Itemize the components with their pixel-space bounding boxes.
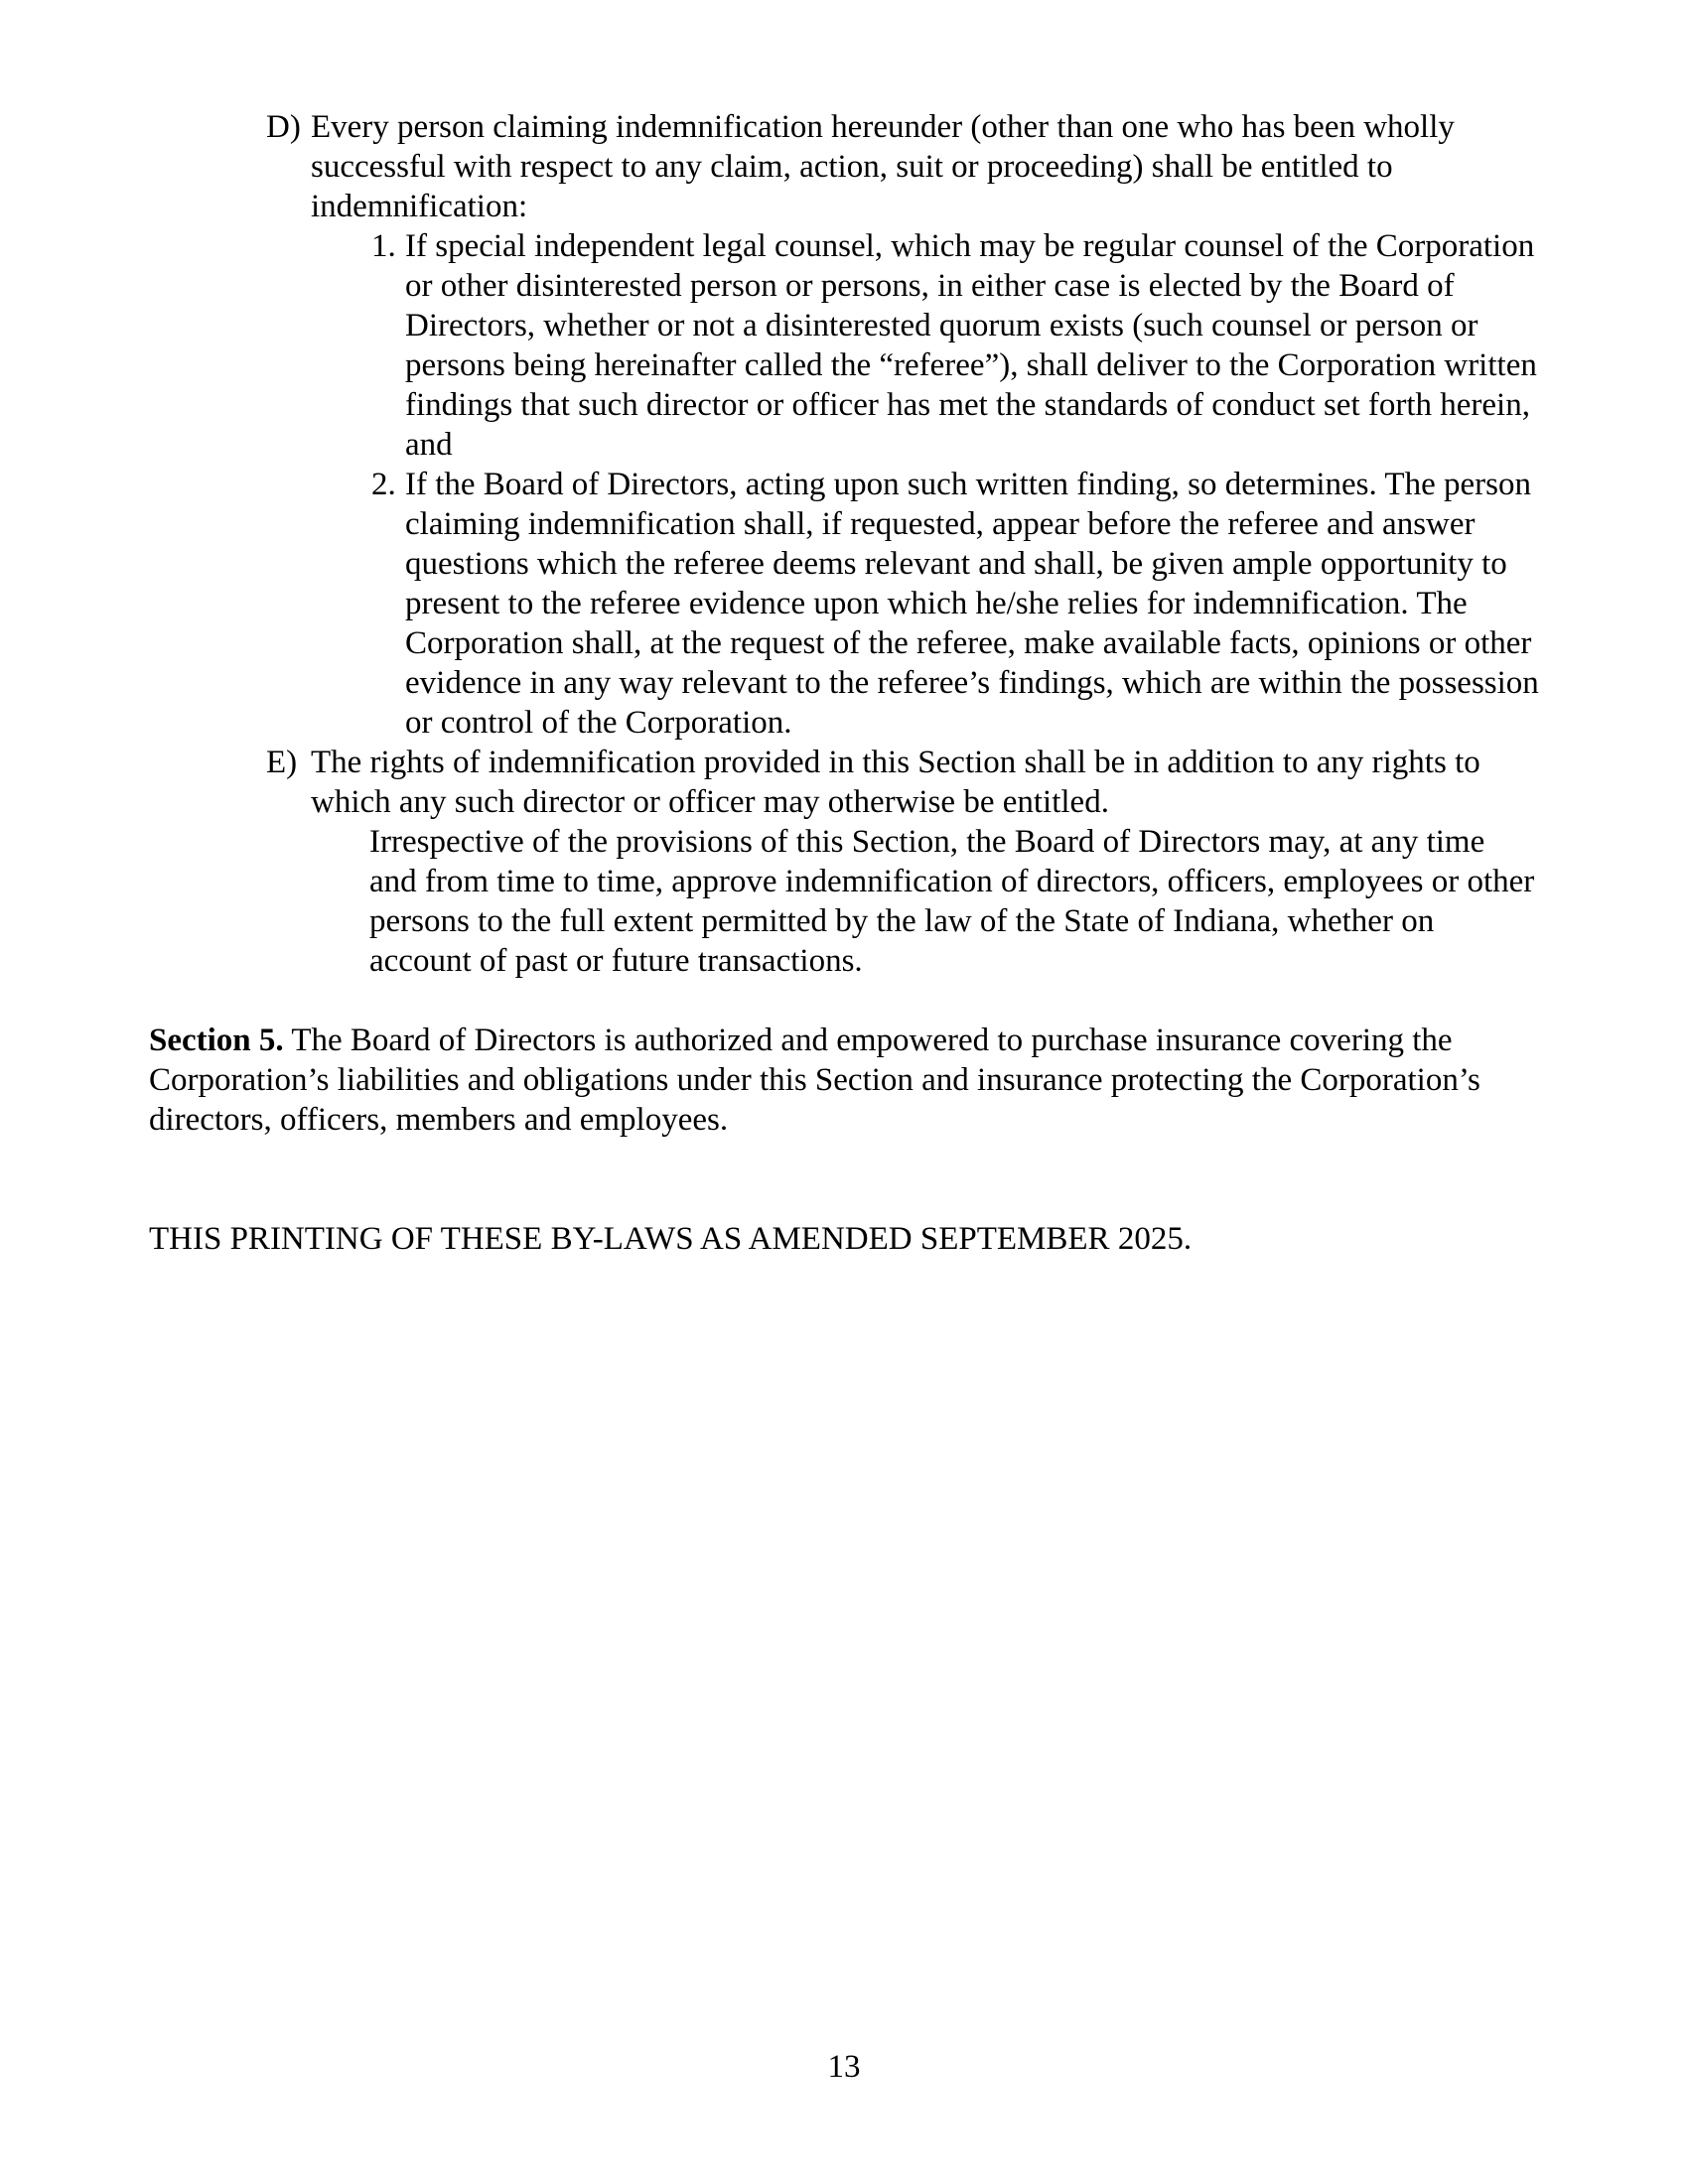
- clause-d-label: D): [266, 109, 301, 145]
- printing-note: THIS PRINTING OF THESE BY-LAWS AS AMENDED SEPTEMBER 2025.: [149, 1221, 1193, 1257]
- subclause-1: [149, 226, 1539, 465]
- subclause-1-text: If special independent legal counsel, which may be regular counsel of the Corporation or other disinterested person or persons, in either case is elected by the Board of Directors, whether or not a disinterested quorum exists (such counsel or person or persons being hereinafter called the “referee”), shall deliver to the Corporation written findings that such director or officer has met the standards of conduct set forth herein, and: [405, 228, 1537, 463]
- section-5-text: The Board of Directors is authorized and empowered to purchase insurance covering the Corporation’s liabilities and obligations under this Section and insurance protecting the Corporation’s directors, officers, members and employees.: [149, 1023, 1480, 1138]
- subclause-2-text: If the Board of Directors, acting upon such written finding, so determines. The person claiming indemnification shall, if requested, appear before the referee and answer questions which the referee deems relevant and shall, be given ample opportunity to present to the referee evidence upon which he/she relies for indemnification. The Corporation shall, at the request of the referee, make available facts, opinions or other evidence in any way relevant to the referee’s findings, which are within the possession or control of the Corporation.: [405, 467, 1539, 741]
- clause-e: [149, 743, 1539, 822]
- subclause-1-label: 1.: [371, 228, 396, 264]
- clause-d-text: Every person claiming indemnification hereunder (other than one who has been wholly successful with respect to any claim, action, suit or proceeding) shall be entitled to indemnification:: [311, 109, 1455, 224]
- subclause-2-label: 2.: [371, 467, 396, 502]
- irrespective-paragraph: Irrespective of the provisions of this Section, the Board of Directors may, at any time and from time to time, approve indemnification of directors, officers, employees or other persons to the full extent permitted by the law of the State of Indiana, whether on account of past or future transactions.: [369, 824, 1535, 979]
- section-5-label: Section 5.: [149, 1023, 284, 1058]
- clause-e-text: The rights of indemnification provided in this Section shall be in addition to any rights to which any such director or officer may otherwise be entitled.: [311, 745, 1480, 820]
- section-5-paragraph: [149, 1021, 1539, 1140]
- clause-d: [149, 107, 1539, 226]
- subclause-2: [149, 465, 1539, 743]
- page-number: 13: [827, 2049, 861, 2085]
- clause-e-label: E): [266, 745, 298, 780]
